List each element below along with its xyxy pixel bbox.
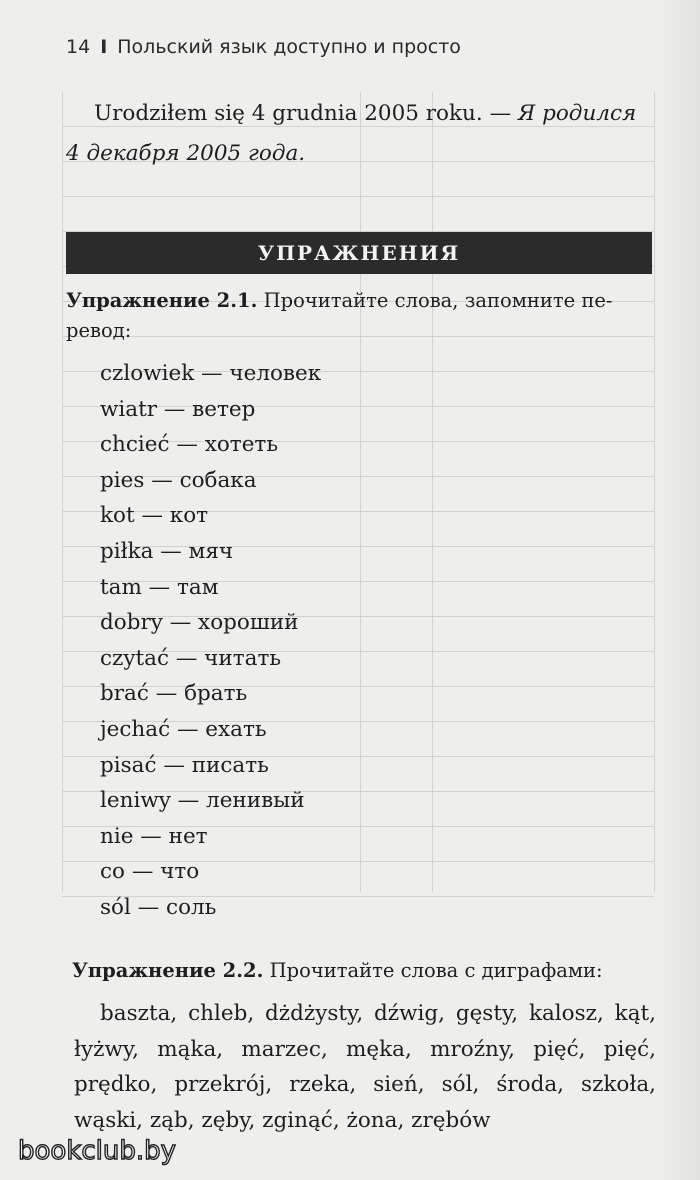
vocab-item: wiatr — ветер (100, 396, 256, 422)
example-sentence (66, 94, 656, 174)
vocab-item: dobry — хороший (100, 610, 299, 636)
section-banner (66, 232, 652, 274)
vocab-item: nie — нет (100, 823, 208, 849)
vocab-item: kot — кот (100, 503, 209, 529)
digraph-words-line: baszta, chleb, dżdżysty, dźwig, gęsty, kalosz, kąt, (100, 1001, 656, 1026)
vocab-item: leniwy — ленивый (100, 788, 305, 814)
exercise-label: Упражнение 2.1. (66, 289, 258, 312)
page-number: 14 (66, 36, 91, 58)
book-title: Польский язык доступно и просто (117, 36, 461, 58)
digraph-words-line: łyżwy, mąka, marzec, męka, mroźny, pięć, pięć, (74, 1036, 656, 1062)
exercise-instruction-cont: ревод: (66, 319, 132, 342)
vocab-item: pisać — писать (100, 752, 269, 778)
running-header (66, 36, 461, 58)
vocab-item: brać — брать (100, 681, 248, 707)
digraph-word-paragraph (74, 996, 656, 1138)
russian-translation-start: Я родился (517, 101, 637, 126)
exercise-label: Упражнение 2.2. (72, 959, 264, 982)
vocab-item: sól — соль (100, 894, 217, 920)
vocab-item: chcieć — хотеть (100, 432, 279, 458)
section-title: УПРАЖНЕНИЯ (257, 241, 461, 265)
vocab-item: co — что (100, 859, 200, 885)
vocab-item: jechać — ехать (100, 716, 267, 742)
exercise-instruction: Прочитайте слова, запомните пе- (263, 289, 613, 312)
dash: — (489, 101, 512, 126)
exercise-2-2-heading (72, 956, 652, 986)
vocab-item: tam — там (100, 574, 219, 600)
digraph-words-line: prędko, przekrój, rzeka, sień, sól, środa, szkoła, (74, 1072, 656, 1097)
digraph-words-line: wąski, ząb, zęby, zginąć, żona, zrębów (74, 1107, 491, 1133)
vocab-item: piłka — мяч (100, 538, 234, 564)
watermark: bookclub.by (18, 1136, 177, 1166)
polish-sentence: Urodziłem się 4 grudnia 2005 roku. (94, 101, 483, 126)
vocabulary-list (100, 356, 321, 926)
vocab-item: czytać — читать (100, 645, 282, 671)
header-separator: I (100, 36, 108, 58)
vocab-item: pies — собака (100, 467, 257, 493)
exercise-instruction: Прочитайте слова с диграфами: (269, 959, 603, 982)
russian-translation-end: 4 декабря 2005 года. (66, 141, 306, 166)
vocab-item: czlowiek — человек (100, 361, 322, 386)
exercise-2-1-heading (66, 286, 656, 346)
